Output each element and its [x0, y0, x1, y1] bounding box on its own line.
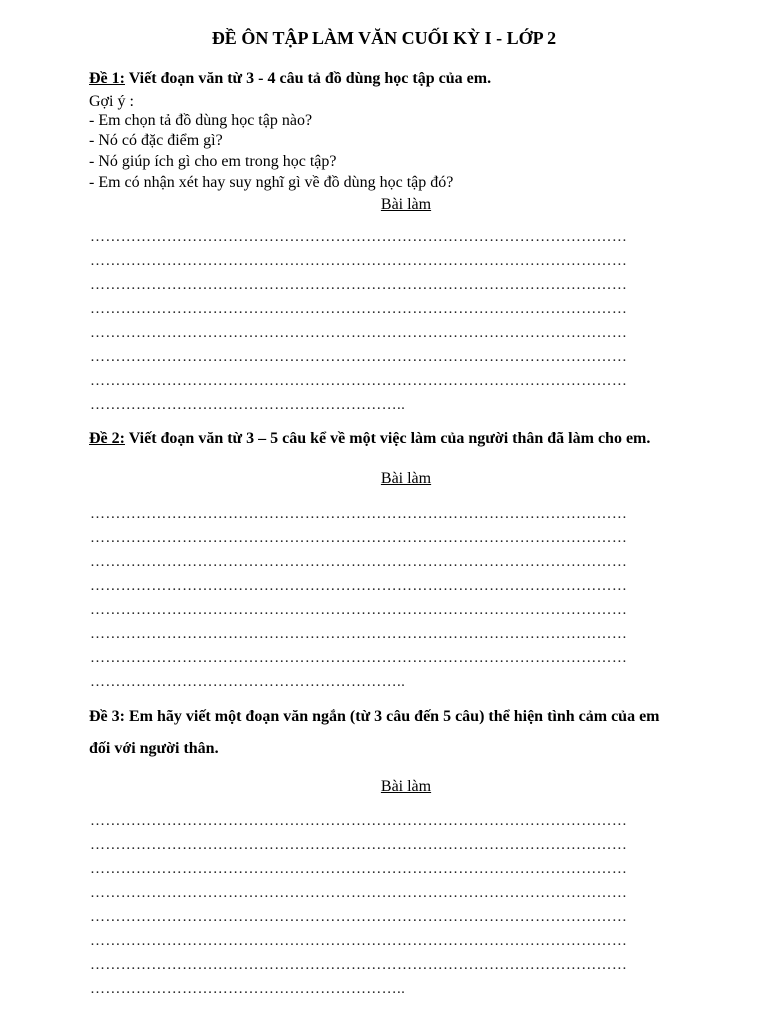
de3-answer-line: …………………………………………………………………………………………… — [90, 837, 628, 853]
de2-prompt: Viết đoạn văn từ 3 – 5 câu kể về một việc làm của người thân đã làm cho em. — [124, 430, 651, 447]
de1-hint-1: - Em chọn tả đồ dùng học tập nào? — [89, 112, 313, 129]
de2-answer-line-last: …………………………………………………….. — [90, 674, 406, 690]
de1-answer-line: …………………………………………………………………………………………… — [90, 325, 628, 341]
de1-answer-line: …………………………………………………………………………………………… — [90, 229, 628, 245]
de1-answer-line: …………………………………………………………………………………………… — [90, 301, 628, 317]
de2-answer-line: …………………………………………………………………………………………… — [90, 602, 628, 618]
de1-prompt: Viết đoạn văn từ 3 - 4 câu tả đồ dùng học tập của em. — [124, 70, 492, 87]
de1-answer-line: …………………………………………………………………………………………… — [90, 277, 628, 293]
de1-answer-line: …………………………………………………………………………………………… — [90, 349, 628, 365]
de3-answer-line: …………………………………………………………………………………………… — [90, 933, 628, 949]
de2-answer-line: …………………………………………………………………………………………… — [90, 626, 628, 642]
de1-hint-3: - Nó giúp ích gì cho em trong học tập? — [89, 153, 337, 170]
de3-prompt-line2: đối với người thân. — [89, 740, 219, 757]
de1-answer-line: …………………………………………………………………………………………… — [90, 253, 628, 269]
de1-label: Đề 1: — [89, 70, 125, 87]
de1-hint-2: - Nó có đặc điểm gì? — [89, 132, 223, 149]
de3-answer-line: …………………………………………………………………………………………… — [90, 861, 628, 877]
de1-answer-label: Bài làm — [380, 196, 432, 213]
de2-answer-line: …………………………………………………………………………………………… — [90, 650, 628, 666]
de2-answer-line: …………………………………………………………………………………………… — [90, 578, 628, 594]
de2-answer-line: …………………………………………………………………………………………… — [90, 530, 628, 546]
de3-answer-line: …………………………………………………………………………………………… — [90, 813, 628, 829]
de1-hint-label: Gợi ý : — [89, 93, 134, 110]
de3-heading — [89, 708, 660, 726]
de1-hint-4: - Em có nhận xét hay suy nghĩ gì về đồ dùng học tập đó? — [89, 174, 454, 191]
de1-heading — [89, 70, 491, 88]
de3-answer-label: Bài làm — [380, 778, 432, 795]
de2-answer-label: Bài làm — [380, 470, 432, 487]
de1-answer-line: …………………………………………………………………………………………… — [90, 373, 628, 389]
de1-answer-line-last: …………………………………………………….. — [90, 397, 406, 413]
de3-answer-line: …………………………………………………………………………………………… — [90, 957, 628, 973]
de2-label: Đề 2: — [89, 430, 125, 447]
de2-answer-line: …………………………………………………………………………………………… — [90, 506, 628, 522]
page-title: ĐỀ ÔN TẬP LÀM VĂN CUỐI KỲ I - LỚP 2 — [211, 28, 557, 48]
de3-prompt-line1: Em hãy viết một đoạn văn ngắn (từ 3 câu đến 5 câu) thể hiện tình cảm của em — [124, 708, 660, 725]
de2-heading — [89, 430, 650, 448]
de3-answer-line: …………………………………………………………………………………………… — [90, 885, 628, 901]
de3-answer-line-last: …………………………………………………….. — [90, 981, 406, 997]
de3-answer-line: …………………………………………………………………………………………… — [90, 909, 628, 925]
de2-answer-line: …………………………………………………………………………………………… — [90, 554, 628, 570]
de3-label: Đề 3: — [89, 708, 125, 725]
